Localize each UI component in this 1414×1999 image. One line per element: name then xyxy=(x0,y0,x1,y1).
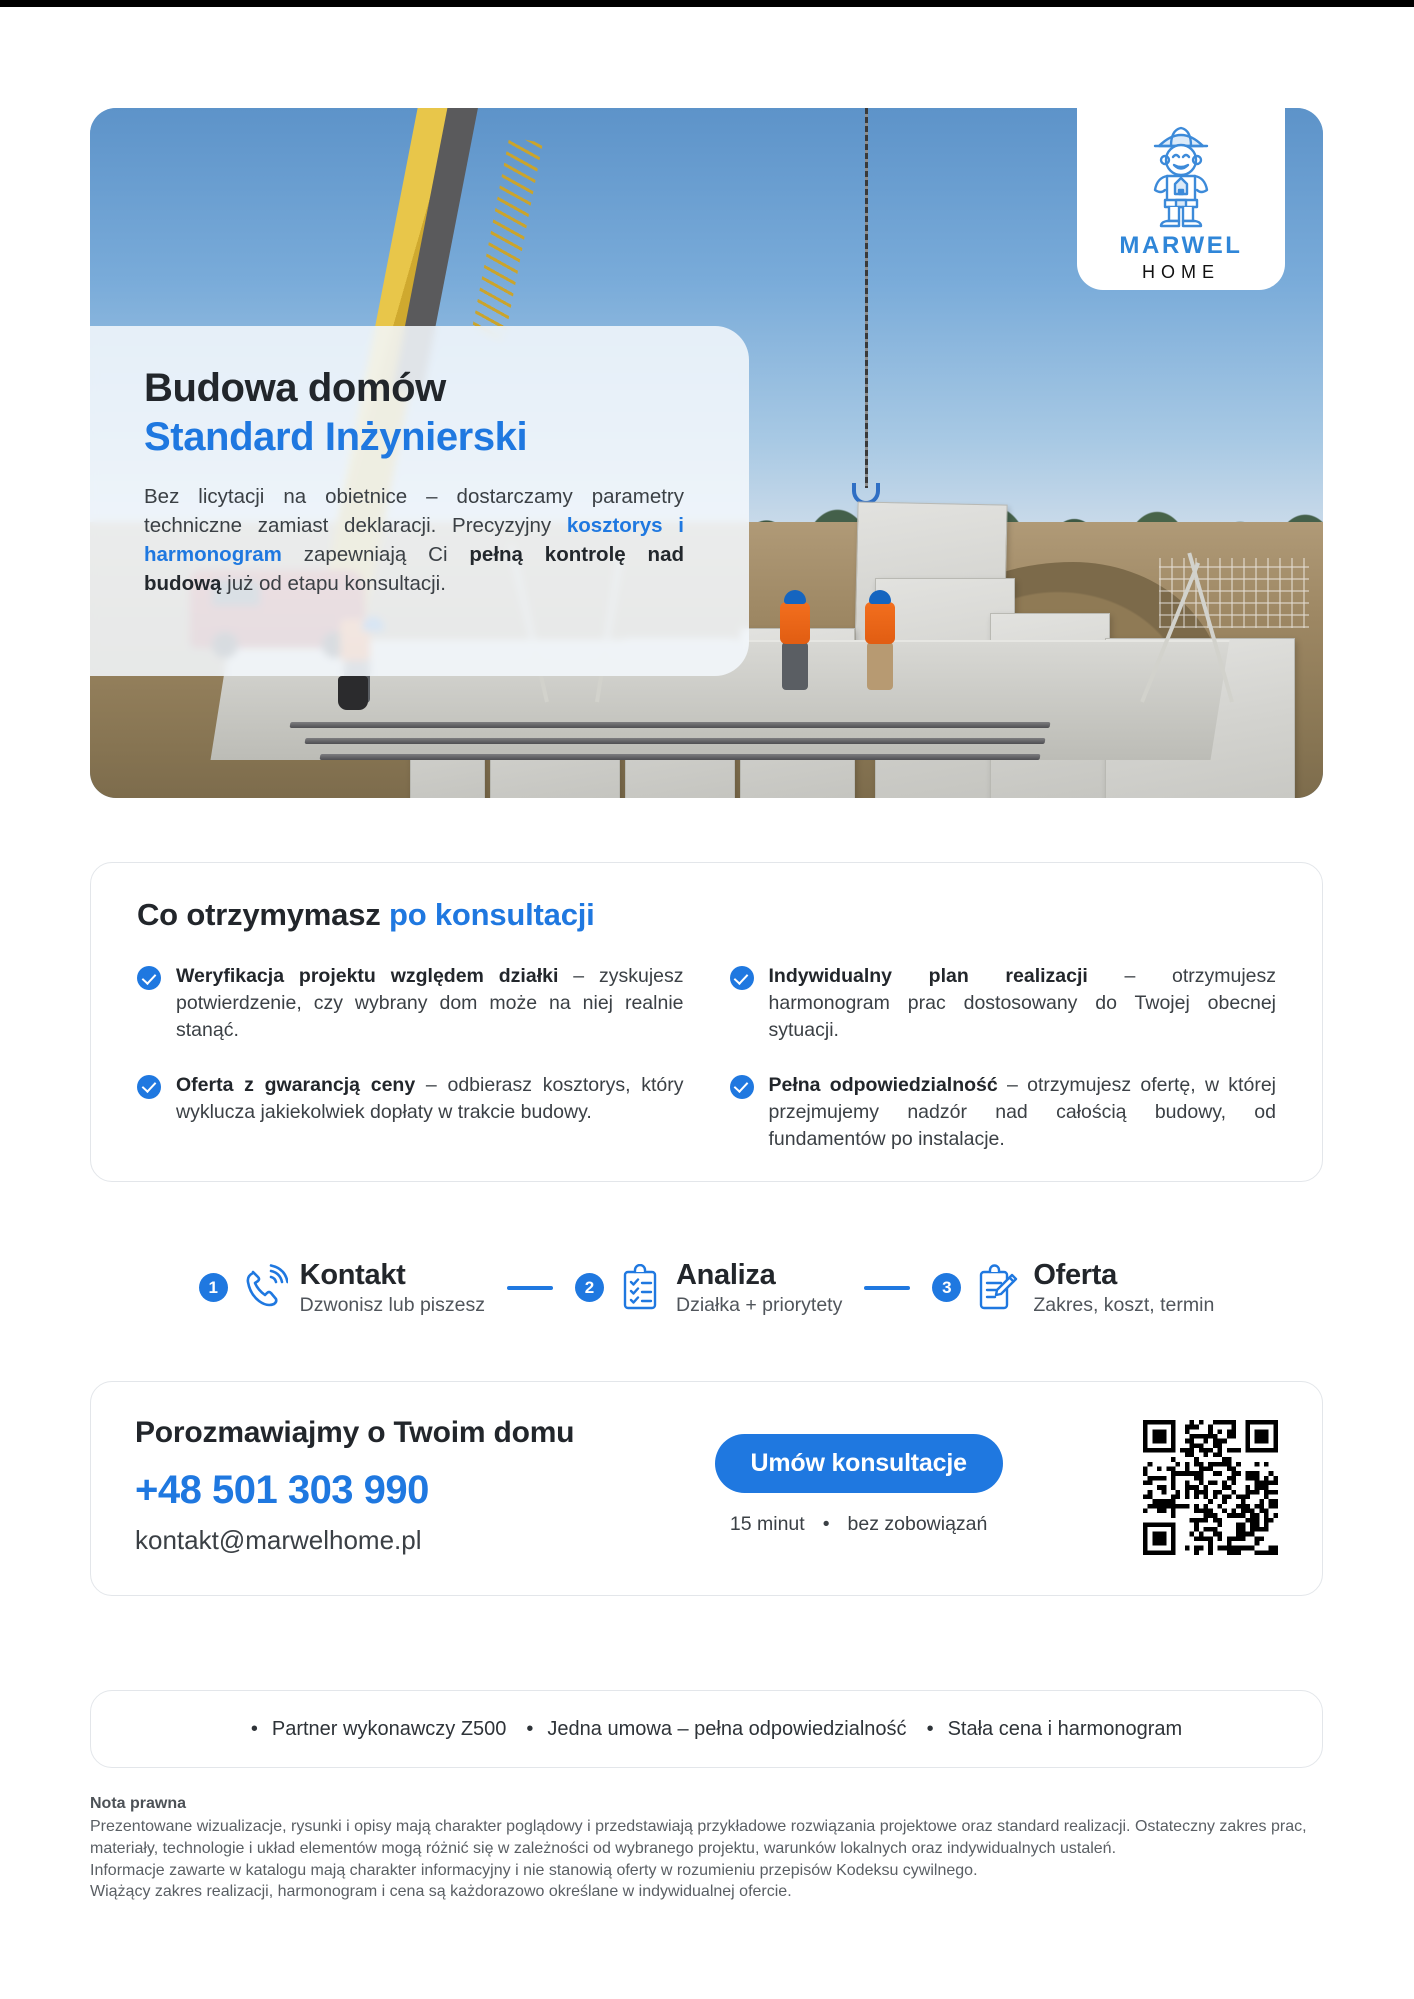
hero-paragraph-segment-2: zapewniają Ci xyxy=(281,542,470,566)
legal-note xyxy=(90,1795,1330,1903)
hoist-chain-icon xyxy=(865,108,868,488)
construction-worker-mascot-icon xyxy=(1133,120,1229,232)
step-3-text xyxy=(1033,1259,1214,1316)
step-3-title: Oferta xyxy=(1033,1259,1117,1292)
benefit-title: Pełna odpowiedzialność xyxy=(768,1073,998,1096)
benefit-item xyxy=(137,963,684,1044)
cta-note-duration: 15 minut xyxy=(729,1513,805,1535)
contact-details xyxy=(135,1412,574,1556)
step-3-number: 3 xyxy=(932,1273,961,1302)
hero-banner xyxy=(90,108,1323,798)
legal-paragraph-2: Informacje zawarte w katalogu mają charakter informacyjny i nie stanowią oferty w rozumieniu przepisów Kodeksu cywilnego. xyxy=(90,1861,978,1879)
legal-heading: Nota prawna xyxy=(90,1795,187,1812)
legal-paragraph-1: Prezentowane wizualizacje, rysunki i opisy mają charakter poglądowy i przedstawiają przykładowe rozwiązania projektowe oraz standard realizacji. Ostateczny zakres prac, materiały, technologie i układ elementów mogą różnić się w zależności od wybranego projektu, warunków lokalnych oraz indywidualnych ustaleń. xyxy=(90,1818,1307,1857)
contact-heading: Porozmawiajmy o Twoim domu xyxy=(135,1416,575,1449)
step-2-text xyxy=(676,1259,842,1316)
benefit-description: – zyskujesz potwierdzenie, czy wybrany dom może na niej realnie stanąć. xyxy=(176,965,684,1041)
step-2-number: 2 xyxy=(575,1273,604,1302)
benefit-item xyxy=(730,963,1277,1044)
step-3 xyxy=(932,1259,1214,1316)
book-consultation-button[interactable]: Umów konsultacje xyxy=(715,1434,1003,1493)
clipboard-checklist-icon xyxy=(616,1264,664,1312)
step-1-subtitle: Dzwonisz lub piszesz xyxy=(299,1293,485,1316)
step-2 xyxy=(575,1259,842,1316)
legal-paragraph-3: Wiążący zakres realizacji, harmonogram i cena są każdorazowo określane w indywidualnej ofercie. xyxy=(90,1883,792,1901)
hero-title-line1: Budowa domów xyxy=(144,366,446,410)
qr-code[interactable] xyxy=(1143,1420,1278,1555)
step-3-subtitle: Zakres, koszt, termin xyxy=(1033,1293,1215,1316)
cta-block xyxy=(715,1412,1003,1536)
hero-paragraph-segment-3: pełną kontrolę nad budową xyxy=(144,542,685,595)
check-circle-icon xyxy=(730,966,754,990)
contact-card xyxy=(90,1381,1323,1596)
check-circle-icon xyxy=(137,966,161,990)
benefits-title xyxy=(137,897,1276,933)
brand-subtitle: HOME xyxy=(1142,262,1220,282)
step-1-title: Kontakt xyxy=(299,1259,406,1292)
contact-phone[interactable]: +48 501 303 990 xyxy=(135,1468,429,1512)
benefits-grid xyxy=(137,963,1276,1152)
hero-title-line2: Standard Inżynierski xyxy=(144,414,528,459)
brand-logo xyxy=(1077,108,1285,290)
bucket xyxy=(338,676,368,710)
step-1-text xyxy=(300,1259,485,1316)
badge-item: • Stała cena i harmonogram xyxy=(907,1718,1183,1741)
benefit-title: Weryfikacja projektu względem działki xyxy=(176,965,559,987)
badge-item: • Jedna umowa – pełna odpowiedzialność xyxy=(506,1718,906,1741)
steel-rail xyxy=(305,738,1046,744)
benefits-card xyxy=(90,862,1323,1182)
hero-paragraph-segment-4: już od etapu konsultacji. xyxy=(221,571,446,595)
step-2-subtitle: Działka + priorytety xyxy=(676,1293,843,1316)
benefit-text xyxy=(176,963,684,1044)
benefit-item xyxy=(137,1072,684,1153)
brand-name: MARWEL xyxy=(1119,232,1243,259)
check-circle-icon xyxy=(730,1075,754,1099)
step-1 xyxy=(199,1259,485,1316)
hero-paragraph xyxy=(144,482,684,598)
badge-item: • Partner wykonawczy Z500 xyxy=(231,1718,507,1741)
phone-ringing-icon xyxy=(240,1264,288,1312)
cta-note xyxy=(715,1513,1003,1536)
benefit-text xyxy=(769,963,1277,1044)
clipboard-pencil-icon xyxy=(973,1264,1021,1312)
benefit-description: – otrzymujesz harmonogram prac dostosowany do Twojej obecnej sytuacji. xyxy=(768,965,1276,1041)
cta-note-commitment: bez zobowiązań xyxy=(847,1513,988,1535)
step-1-number: 1 xyxy=(199,1273,228,1302)
step-2-title: Analiza xyxy=(676,1259,776,1292)
step-connector-1 xyxy=(507,1286,553,1290)
benefit-title: Indywidualny plan realizacji xyxy=(768,965,1088,987)
benefit-text xyxy=(769,1072,1277,1153)
step-connector-2 xyxy=(864,1286,910,1290)
process-steps xyxy=(90,1238,1323,1338)
benefits-title-black: Co otrzymymasz xyxy=(137,897,389,932)
hero-text-panel xyxy=(90,326,749,676)
benefits-title-blue: po konsultacji xyxy=(388,897,595,932)
steel-rail xyxy=(290,722,1051,728)
contact-email[interactable]: kontakt@marwelhome.pl xyxy=(135,1525,422,1555)
benefit-text xyxy=(176,1072,684,1126)
hero-paragraph-segment-0: Bez licytacji na obietnice – dostarczamy parametry techniczne zamiast deklaracji. Precyzyjny xyxy=(144,484,684,537)
benefit-description: – otrzymujesz ofertę, w której przejmujemy nadzór nad całością budowy, od fundamentów po instalacje. xyxy=(768,1073,1276,1150)
badges-bar xyxy=(90,1690,1323,1768)
benefit-title: Oferta z gwarancją ceny xyxy=(176,1073,416,1096)
steel-rail xyxy=(320,754,1041,760)
site-fence xyxy=(1159,558,1309,628)
cta-note-separator: • xyxy=(822,1513,830,1535)
hero-paragraph-segment-1: kosztorys i harmonogram xyxy=(144,513,684,566)
check-circle-icon xyxy=(137,1075,161,1099)
benefit-item xyxy=(730,1072,1277,1153)
benefit-description: – odbierasz kosztorys, który wyklucza jakiekolwiek dopłaty w trakcie budowy. xyxy=(176,1073,684,1123)
